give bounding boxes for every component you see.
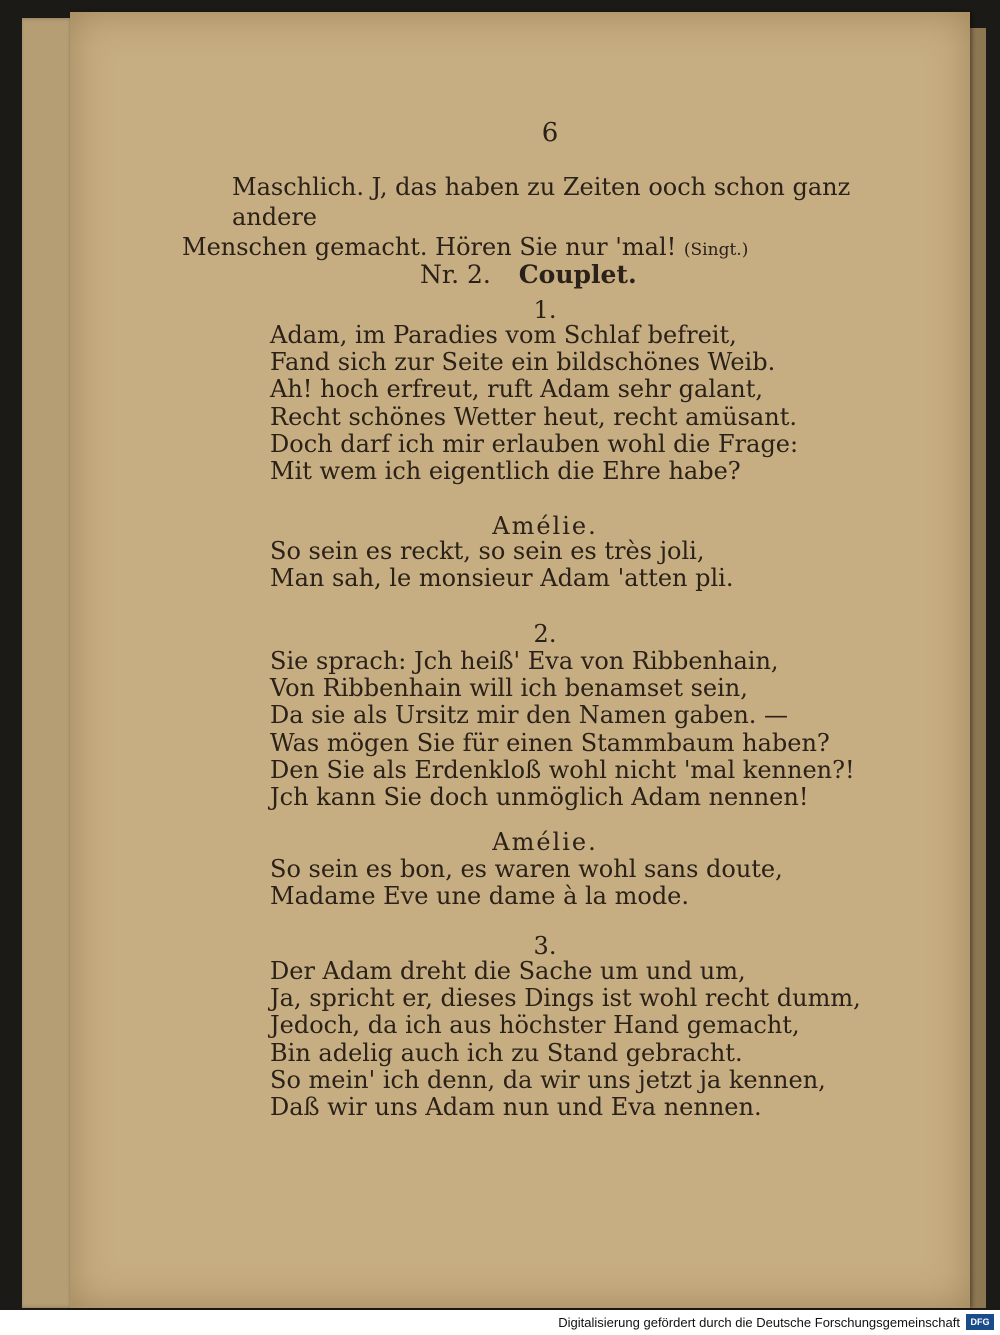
- verse-line: Doch darf ich mir erlauben wohl die Frage:: [270, 429, 799, 458]
- verse-line: Mit wem ich eigentlich die Ehre habe?: [270, 457, 741, 486]
- verse-number: 3.: [533, 932, 557, 960]
- verse-3: [270, 957, 861, 1122]
- verse-line: Ah! hoch erfreut, ruft Adam sehr galant,: [270, 375, 764, 404]
- verse-line: Ja, spricht er, dieses Dings ist wohl recht dumm,: [270, 984, 861, 1013]
- verse-line: Fand sich zur Seite ein bildschönes Weib.: [270, 348, 776, 377]
- dfg-logo: DFG: [966, 1314, 994, 1330]
- speaker-name: Amélie.: [492, 828, 598, 856]
- footer-bar: [0, 1310, 1000, 1335]
- speaker-name: Amélie.: [492, 512, 598, 540]
- stage-direction: (Singt.): [683, 240, 749, 260]
- verse-line: Sie sprach: Jch heiß' Eva von Ribbenhain,: [270, 647, 779, 675]
- song-number: Nr. 2.: [420, 260, 491, 289]
- response-line: Madame Eve une dame à la mode.: [270, 882, 690, 911]
- intro-line-2-text: Menschen gemacht. Hören Sie nur 'mal!: [182, 233, 677, 261]
- verse-line: Von Ribbenhain will ich benamset sein,: [270, 674, 748, 703]
- verse-line: Den Sie als Erdenkloß wohl nicht 'mal kennen?!: [270, 755, 855, 784]
- response-line: Man sah, le monsieur Adam 'atten pli.: [270, 564, 734, 593]
- song-heading: [420, 260, 720, 289]
- verse-line: Da sie als Ursitz mir den Namen gaben. —: [270, 701, 789, 730]
- verse-number: 2.: [533, 620, 557, 648]
- verse-line: Der Adam dreht die Sache um und um,: [270, 957, 746, 985]
- verse-line: Jedoch, da ich aus höchster Hand gemacht,: [270, 1011, 800, 1040]
- underlying-page-edge: [22, 18, 74, 1308]
- verse-line: Was mögen Sie für einen Stammbaum haben?: [270, 728, 830, 757]
- intro-dialogue: [182, 172, 942, 265]
- verse-line: Jch kann Sie doch unmöglich Adam nennen!: [270, 783, 809, 812]
- response-1: [270, 538, 830, 592]
- verse-line: Bin adelig auch ich zu Stand gebracht.: [270, 1038, 743, 1067]
- verse-line: Adam, im Paradies vom Schlaf befreit,: [270, 321, 737, 349]
- verse-number: 1.: [533, 296, 557, 324]
- verse-line: So mein' ich denn, da wir uns jetzt ja kennen,: [270, 1065, 826, 1094]
- page-number: 6: [541, 118, 559, 148]
- response-line: So sein es bon, es waren wohl sans doute,: [270, 855, 783, 883]
- verse-2: [270, 647, 855, 812]
- funding-credit: Digitalisierung gefördert durch die Deutsche Forschungsgemeinschaft: [558, 1315, 960, 1330]
- verse-line: Daß wir uns Adam nun und Eva nennen.: [270, 1093, 762, 1122]
- response-2: [270, 856, 830, 910]
- verse-1: [270, 322, 830, 485]
- intro-line-1: Maschlich. J, das haben zu Zeiten ooch schon ganz andere: [232, 173, 851, 231]
- response-line: So sein es reckt, so sein es très joli,: [270, 537, 705, 565]
- verse-line: Recht schönes Wetter heut, recht amüsant.: [270, 402, 797, 431]
- song-title: Couplet.: [518, 260, 637, 289]
